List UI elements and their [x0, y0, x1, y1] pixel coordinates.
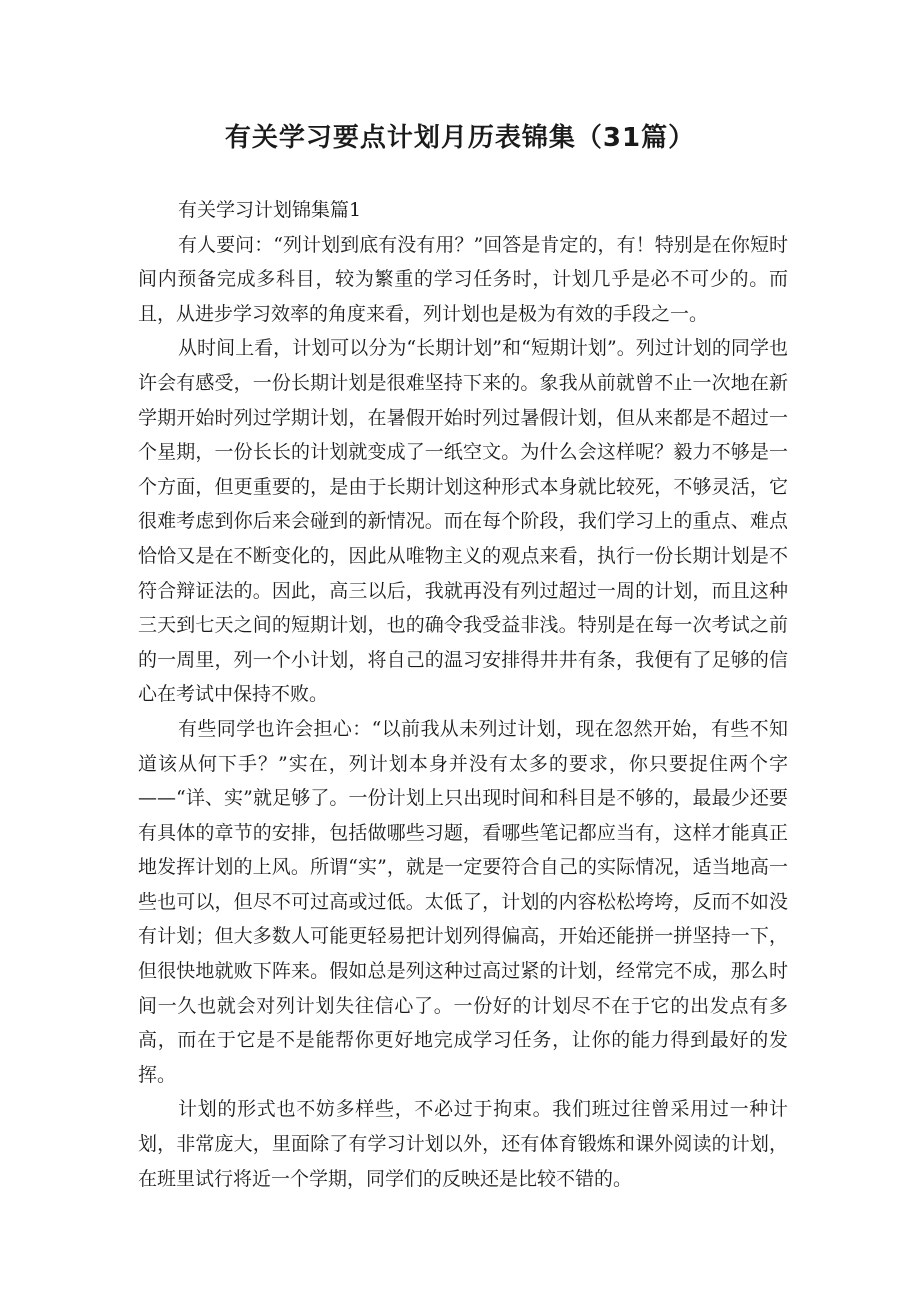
paragraph-3: 有些同学也许会担心：“以前我从未列过计划，现在忽然开始，有些不知道该从何下手？”实在，列计划本身并没有太多的要求，你只要捉住两个字——“详、实”就足够了。一份计划上只出现时间和科目是不够的，最最少还要有具体的章节的安排，包括做哪些习题，看哪些笔记都应当有，这样才能真正地发挥计划的上风。所谓“实”，就是一定要符合自己的实际情况，适当地高一些也可以，但尽不可过高或过低。太低了，计划的内容松松垮垮，反而不如没有计划；但大多数人可能更轻易把计划列得偏高，开始还能拼一拼坚持一下，但很快地就败下阵来。假如总是列这种过高过紧的计划，经常完不成，那么时间一久也就会对列计划失往信心了。一份好的计划尽不在于它的出发点有多高，而在于它是不是能帮你更好地完成学习任务，让你的能力得到最好的发挥。 [138, 717, 788, 1086]
section-heading: 有关学习计划锦集篇1 [178, 199, 362, 221]
paragraph-1: 有人要问：“列计划到底有没有用？”回答是肯定的，有！特别是在你短时间内预备完成多科目，较为繁重的学习任务时，计划几乎是必不可少的。而且，从进步学习效率的角度来看，列计划也是极为有效的手段之一。 [138, 233, 788, 325]
document-title: 有关学习要点计划月历表锦集（31篇） [224, 123, 696, 153]
paragraph-4: 计划的形式也不妨多样些，不必过于拘束。我们班过往曾采用过一种计划，非常庞大，里面除了有学习计划以外，还有体育锻炼和课外阅读的计划，在班里试行将近一个学期，同学们的反映还是比较不错的。 [138, 1098, 788, 1190]
document-body [138, 193, 788, 1196]
paragraph-2: 从时间上看，计划可以分为“长期计划”和“短期计划”。列过计划的同学也许会有感受，一份长期计划是很难坚持下来的。象我从前就曾不止一次地在新学期开始时列过学期计划，在暑假开始时列过暑假计划，但从来都是不超过一个星期，一份长长的计划就变成了一纸空文。为什么会这样呢？毅力不够是一个方面，但更重要的，是由于长期计划这种形式本身就比较死，不够灵活，它很难考虑到你后来会碰到的新情况。而在每个阶段，我们学习上的重点、难点恰恰又是在不断变化的，因此从唯物主义的观点来看，执行一份长期计划是不符合辩证法的。因此，高三以后，我就再没有列过超过一周的计划，而且这种三天到七天之间的短期计划，也的确令我受益非浅。特别是在每一次考试之前的一周里，列一个小计划，将自己的温习安排得井井有条，我便有了足够的信心在考试中保持不败。 [138, 337, 788, 706]
